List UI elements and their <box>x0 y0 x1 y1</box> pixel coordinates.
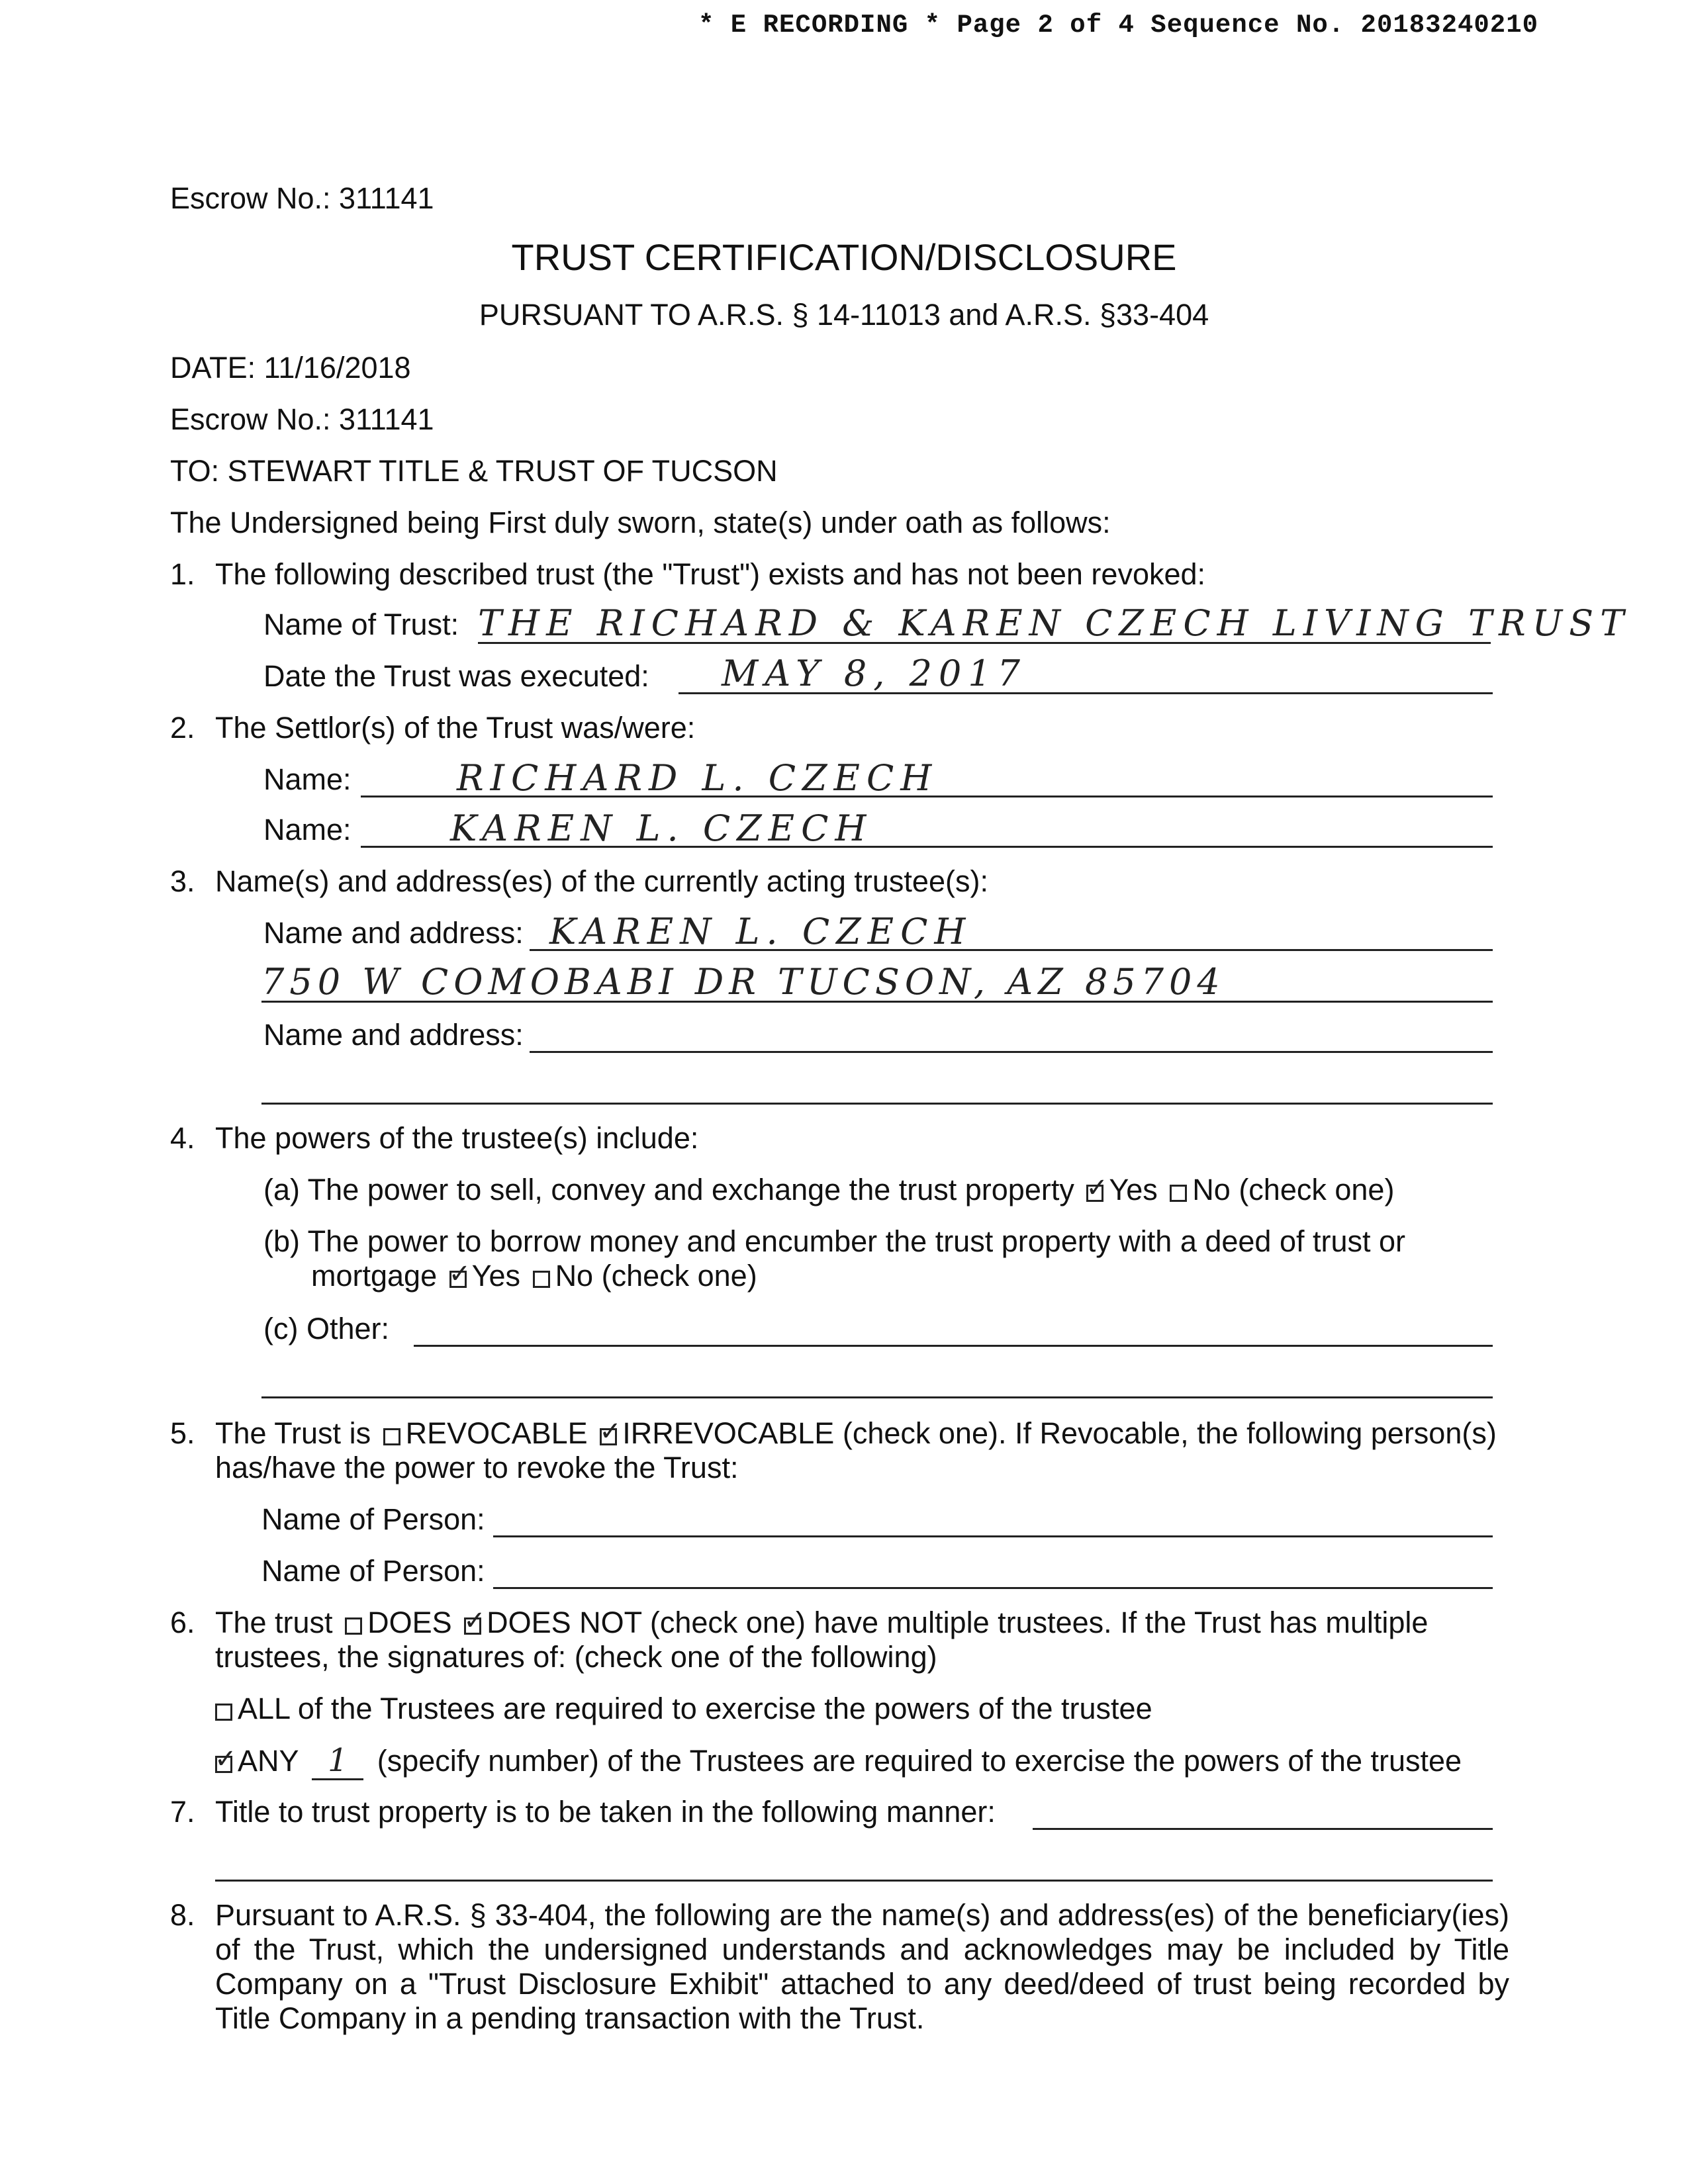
revoke-person2-underline[interactable] <box>493 1587 1493 1589</box>
irrevocable-checkbox[interactable] <box>600 1428 617 1445</box>
does-label: DOES <box>367 1606 452 1639</box>
item5-row <box>215 1416 1497 1451</box>
trust-name-value[interactable]: THE RICHARD & KAREN CZECH LIVING TRUST <box>478 602 1631 644</box>
any-trustees-number-value: 1 <box>327 1742 348 1779</box>
item6-number: 6. <box>170 1606 195 1639</box>
recording-header: * E RECORDING * Page 2 of 4 Sequence No. 20183240210 <box>698 11 1538 40</box>
power-b-yes-checkbox[interactable] <box>449 1271 467 1288</box>
all-trustees-row <box>215 1692 1152 1726</box>
any-trustees-text: (specify number) of the Trustees are required to exercise the powers of the trustee <box>377 1744 1462 1778</box>
to-line: TO: STEWART TITLE & TRUST OF TUCSON <box>170 454 778 488</box>
document-title: TRUST CERTIFICATION/DISCLOSURE <box>511 236 1177 278</box>
item2-text: The Settlor(s) of the Trust was/were: <box>215 711 696 745</box>
power-a-row <box>263 1173 1394 1207</box>
item4-text: The powers of the trustee(s) include: <box>215 1121 699 1155</box>
trustee2-address-underline[interactable] <box>261 1103 1493 1105</box>
any-trustees-label: ANY <box>238 1744 299 1778</box>
power-a-no-checkbox[interactable] <box>1170 1185 1187 1202</box>
item5-text-line2: has/have the power to revoke the Trust: <box>215 1451 739 1484</box>
title-manner-underline-2[interactable] <box>215 1880 1493 1882</box>
power-a-yes-checkbox[interactable] <box>1086 1185 1103 1202</box>
trust-date-label: Date the Trust was executed: <box>263 659 649 693</box>
item5-text-pre: The Trust is <box>215 1416 371 1450</box>
power-c-underline[interactable] <box>414 1345 1493 1347</box>
any-trustees-row <box>215 1743 1462 1780</box>
item6-row <box>215 1606 1428 1640</box>
trustee1-address-underline <box>261 1001 1493 1003</box>
trustee2-label: Name and address: <box>263 1018 524 1052</box>
trustee1-label: Name and address: <box>263 916 524 950</box>
settlor1-underline <box>361 796 1493 797</box>
settlor2-value[interactable]: KAREN L. CZECH <box>450 807 873 849</box>
revoke-person1-underline[interactable] <box>493 1535 1493 1537</box>
power-a-text: (a) The power to sell, convey and exchange the trust property <box>263 1173 1074 1206</box>
document-subtitle: PURSUANT TO A.R.S. § 14-11013 and A.R.S. §33-404 <box>479 298 1209 332</box>
power-b-text-line1: (b) The power to borrow money and encumber the trust property with a deed of trust or <box>263 1224 1406 1258</box>
irrevocable-label: IRREVOCABLE <box>622 1416 835 1450</box>
trust-name-underline <box>478 642 1491 644</box>
item3-number: 3. <box>170 864 195 898</box>
item8-text: Pursuant to A.R.S. § 33-404, the following are the name(s) and address(es) of the beneficiary(ies) of the Trust, which the undersigned understands and acknowledges may be included by Title Company on a "Trust Disclosure Exhibit" attached to any deed/deed of trust being recorded by Title Company in a pending transaction with the Trust. <box>215 1898 1509 2035</box>
trust-date-underline <box>679 692 1493 694</box>
power-a-no-label: No (check one) <box>1192 1173 1395 1206</box>
escrow-number-top: Escrow No.: 311141 <box>170 181 434 215</box>
trustee1-address-value[interactable]: 750 W COMOBABI DR TUCSON, AZ 85704 <box>261 961 1225 1003</box>
title-manner-underline[interactable] <box>1033 1828 1493 1830</box>
does-not-label: DOES NOT <box>487 1606 642 1639</box>
item5-number: 5. <box>170 1416 195 1450</box>
trustee2-underline[interactable] <box>530 1051 1493 1053</box>
item6-text-pre: The trust <box>215 1606 333 1639</box>
power-c-underline-2[interactable] <box>261 1396 1493 1398</box>
power-b-no-label: No (check one) <box>555 1259 757 1293</box>
item6-text-line2: trustees, the signatures of: (check one of the following) <box>215 1640 937 1674</box>
intro-text: The Undersigned being First duly sworn, state(s) under oath as follows: <box>170 506 1111 539</box>
any-trustees-checkbox[interactable] <box>215 1756 232 1773</box>
trust-name-label: Name of Trust: <box>263 608 459 641</box>
item1-text: The following described trust (the "Trust") exists and has not been revoked: <box>215 557 1206 591</box>
item8-number: 8. <box>170 1898 195 1932</box>
trust-date-value[interactable]: MAY 8, 2017 <box>722 653 1027 694</box>
does-checkbox[interactable] <box>345 1617 362 1635</box>
all-trustees-checkbox[interactable] <box>215 1704 232 1721</box>
power-b-text-line2: mortgage <box>311 1259 438 1293</box>
any-trustees-number[interactable] <box>312 1743 363 1780</box>
power-b-row <box>311 1259 757 1293</box>
revoke-person1-label: Name of Person: <box>261 1502 485 1536</box>
revocable-checkbox[interactable] <box>383 1428 400 1445</box>
power-c-label: (c) Other: <box>263 1312 390 1345</box>
item6-text-post: (check one) have multiple trustees. If the Trust has multiple <box>649 1606 1429 1639</box>
escrow-line: Escrow No.: 311141 <box>170 402 434 436</box>
settlor1-label: Name: <box>263 762 352 796</box>
trustee1-name-value[interactable]: KAREN L. CZECH <box>549 911 972 952</box>
item7-text: Title to trust property is to be taken in the following manner: <box>215 1795 996 1829</box>
power-a-yes-label: Yes <box>1109 1173 1158 1206</box>
settlor2-label: Name: <box>263 813 352 846</box>
item7-number: 7. <box>170 1795 195 1829</box>
revocable-label: REVOCABLE <box>405 1416 588 1450</box>
all-trustees-text: ALL of the Trustees are required to exercise the powers of the trustee <box>238 1692 1152 1725</box>
power-b-no-checkbox[interactable] <box>533 1271 550 1288</box>
item3-text: Name(s) and address(es) of the currently acting trustee(s): <box>215 864 988 898</box>
does-not-checkbox[interactable] <box>464 1617 481 1635</box>
item2-number: 2. <box>170 711 195 745</box>
item1-number: 1. <box>170 557 195 591</box>
settlor2-underline <box>361 846 1493 848</box>
revoke-person2-label: Name of Person: <box>261 1554 485 1588</box>
power-b-yes-label: Yes <box>471 1259 521 1293</box>
item5-text-post: (check one). If Revocable, the following person(s) <box>842 1416 1497 1450</box>
settlor1-value[interactable]: RICHARD L. CZECH <box>457 757 939 799</box>
date-line: DATE: 11/16/2018 <box>170 351 411 385</box>
trustee1-underline <box>530 949 1493 951</box>
item4-number: 4. <box>170 1121 195 1155</box>
